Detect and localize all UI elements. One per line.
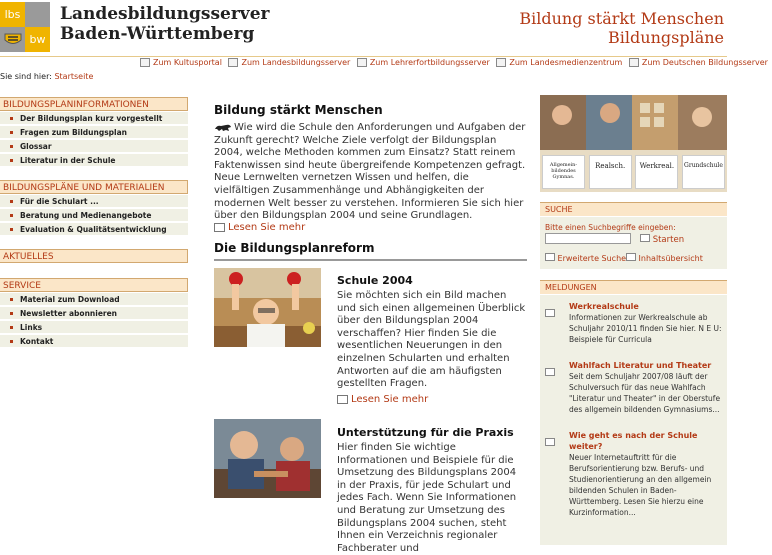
top-links <box>140 58 768 72</box>
tagline-line1: Bildung stärkt Menschen <box>519 9 724 28</box>
top-link-landesmedienzentrum[interactable]: Zum Landesmedienzentrum <box>496 58 622 67</box>
nav-item-fragen[interactable]: Fragen zum Bildungsplan <box>0 126 188 139</box>
search-label: Bitte einen Suchbegriffe eingeben: <box>545 223 676 232</box>
external-link-icon <box>496 58 506 67</box>
nav-item-download[interactable]: Material zum Download <box>0 293 188 306</box>
document-icon <box>545 253 555 261</box>
tagline <box>519 9 724 47</box>
news-item-title[interactable]: Wahlfach Literatur und Theater <box>569 361 712 370</box>
teaser1-title[interactable]: Schule 2004 <box>337 274 413 287</box>
breadcrumb-prefix: Sie sind hier: <box>0 72 52 81</box>
tagline-line2: Bildungspläne <box>608 28 724 47</box>
breadcrumb-link-startseite[interactable]: Startseite <box>54 72 94 81</box>
teaser2-photo-art <box>214 419 321 498</box>
logo-quadrant-lbs: lbs <box>0 2 25 27</box>
logo-quadrant <box>25 2 50 27</box>
news-icon <box>545 361 555 380</box>
schoolbook-banner[interactable] <box>540 95 727 192</box>
intro-paragraph <box>214 122 527 223</box>
breadcrumb <box>0 72 93 81</box>
intro-text: Wie wird die Schule den Anforderungen und Aufgaben der Zukunft gerecht? Welche Ziele verfolgt der Bildungsplan 2004, welche Methoden kommen zum Einsatz? Statt reinem Faktenwissen sind heute übergreifende Kompetenzen gefragt. Neue Lernwelten vernetzen Wissen und helfen, die vielfältigen Zusammenhänge und Abhängigkeiten der modernen Welt besser zu verstehen. Informieren Sie sich hier über den Bildungsplan 2004 und seine Grundlagen. <box>214 122 526 222</box>
lbs-logo[interactable] <box>0 2 50 52</box>
intro-title: Bildung stärkt Menschen <box>214 103 383 117</box>
news-icon <box>545 431 555 450</box>
arrow-icon <box>640 234 650 242</box>
news-item-text: Neuer Internetauftritt für die Berufsorientierung bzw. Berufs- und Studienorientierung an den allgemein bildenden Schulen in Baden-Württemberg. Lesen Sie hierzu eine Kurzinformation... <box>569 453 712 517</box>
book-realschule[interactable]: Realsch. <box>589 155 632 189</box>
contents-link[interactable]: Inhaltsübersicht <box>626 253 703 263</box>
teaser1-photo[interactable] <box>214 268 321 347</box>
nav-item-schulart[interactable]: Für die Schulart ... <box>0 195 188 208</box>
news-item-text: Seit dem Schuljahr 2007/08 läuft der Schulversuch für das neue Wahlfach "Literatur und Theater" in der Oberstufe des allgemein bildenden Gymnasiums... <box>569 372 721 414</box>
document-icon <box>626 253 636 261</box>
top-link-deutscher-bildungsserver[interactable]: Zum Deutschen Bildungsserver <box>629 58 768 67</box>
nav-item-literatur[interactable]: Literatur in der Schule <box>0 154 188 167</box>
search-box <box>540 217 727 269</box>
top-link-kultusportal[interactable]: Zum Kultusportal <box>140 58 222 67</box>
document-icon <box>337 395 348 404</box>
search-header: SUCHE <box>540 202 727 216</box>
book-werkrealschule[interactable]: Werkreal. <box>635 155 678 189</box>
book-grundschule[interactable]: Grundschule <box>682 155 725 189</box>
external-link-icon <box>140 58 150 67</box>
teaser2-text: Hier finden Sie wichtige Informationen und Beispiele für die Umsetzung des Bildungsplans 2004 in der Praxis, für jede Schulart und jedes Fach. Wenn Sie Informationen und Beratung zur Umsetzung des Bildungsplans 2004 suchen, steht Ihnen ein Verzeichnis regionaler Fachberater und <box>337 442 517 554</box>
nav-section-bildungsplaene[interactable]: BILDUNGSPLÄNE UND MATERIALIEN <box>0 180 188 194</box>
external-link-icon <box>629 58 639 67</box>
banner-photo-strip <box>540 95 727 150</box>
top-link-lehrerfortbildungsserver[interactable]: Zum Lehrerfortbildungsserver <box>357 58 490 67</box>
nav-item-glossar[interactable]: Glossar <box>0 140 188 153</box>
banner-books <box>542 155 725 189</box>
news-item-title[interactable]: Wie geht es nach der Schule weiter? <box>569 431 698 451</box>
lion-icon <box>214 123 232 132</box>
nav-item-beratung[interactable]: Beratung und Medienangebote <box>0 209 188 222</box>
teaser1-text: Sie möchten sich ein Bild machen und sich einen allgemeinen Überblick über den Bildungsplan 2004 verschaffen? Hier finden Sie die wesentlichen Neuerungen in den einzelnen Schularten und erhalten Antworten auf die am häufigsten gestellten Fragen. <box>337 290 526 390</box>
news-item-text: Informationen zur Werkrealschule ab Schuljahr 2010/11 finden Sie hier. N E U: Beispiele für Curricula <box>569 313 722 344</box>
news-item-title[interactable]: Werkrealschule <box>569 302 639 311</box>
nav-item-newsletter[interactable]: Newsletter abonnieren <box>0 307 188 320</box>
search-start-button[interactable]: Starten <box>640 234 684 245</box>
document-icon <box>214 223 225 232</box>
reform-title: Die Bildungsplanreform <box>214 241 375 255</box>
teaser2-photo[interactable] <box>214 419 321 498</box>
nav-section-aktuelles[interactable]: AKTUELLES <box>0 249 188 263</box>
news-box <box>540 295 727 545</box>
news-icon <box>545 302 555 321</box>
top-link-landesbildungsserver[interactable]: Zum Landesbildungsserver <box>228 58 350 67</box>
teaser1-photo-art <box>214 268 321 347</box>
nav-item-kurz-vorgestellt[interactable]: Der Bildungsplan kurz vorgestellt <box>0 112 188 125</box>
book-gymnasium[interactable]: Allgemein-bildendes Gymnas. <box>542 155 585 189</box>
section-divider <box>214 259 527 261</box>
site-title[interactable] <box>60 4 269 44</box>
teaser2-title[interactable]: Unterstützung für die Praxis <box>337 426 514 439</box>
advanced-search-link[interactable]: Erweiterte Suche <box>545 253 626 263</box>
news-header: MELDUNGEN <box>540 280 727 294</box>
external-link-icon <box>228 58 238 67</box>
external-link-icon <box>357 58 367 67</box>
intro-read-more-link[interactable]: Lesen Sie mehr <box>214 222 305 233</box>
nav-section-service[interactable]: SERVICE <box>0 278 188 292</box>
nav-item-kontakt[interactable]: Kontakt <box>0 335 188 348</box>
teaser1-read-more-link[interactable]: Lesen Sie mehr <box>337 394 428 405</box>
site-title-line1: Landesbildungsserver <box>60 4 270 24</box>
logo-quadrant-crest <box>0 27 25 52</box>
logo-quadrant-bw: bw <box>25 27 50 52</box>
nav-section-bildungsplaninformationen[interactable]: BILDUNGSPLANINFORMATIONEN <box>0 97 188 111</box>
site-title-line2: Baden-Württemberg <box>60 24 255 44</box>
nav-item-links[interactable]: Links <box>0 321 188 334</box>
nav-item-evaluation[interactable]: Evaluation & Qualitätsentwicklung <box>0 223 188 236</box>
search-input[interactable] <box>545 233 631 244</box>
